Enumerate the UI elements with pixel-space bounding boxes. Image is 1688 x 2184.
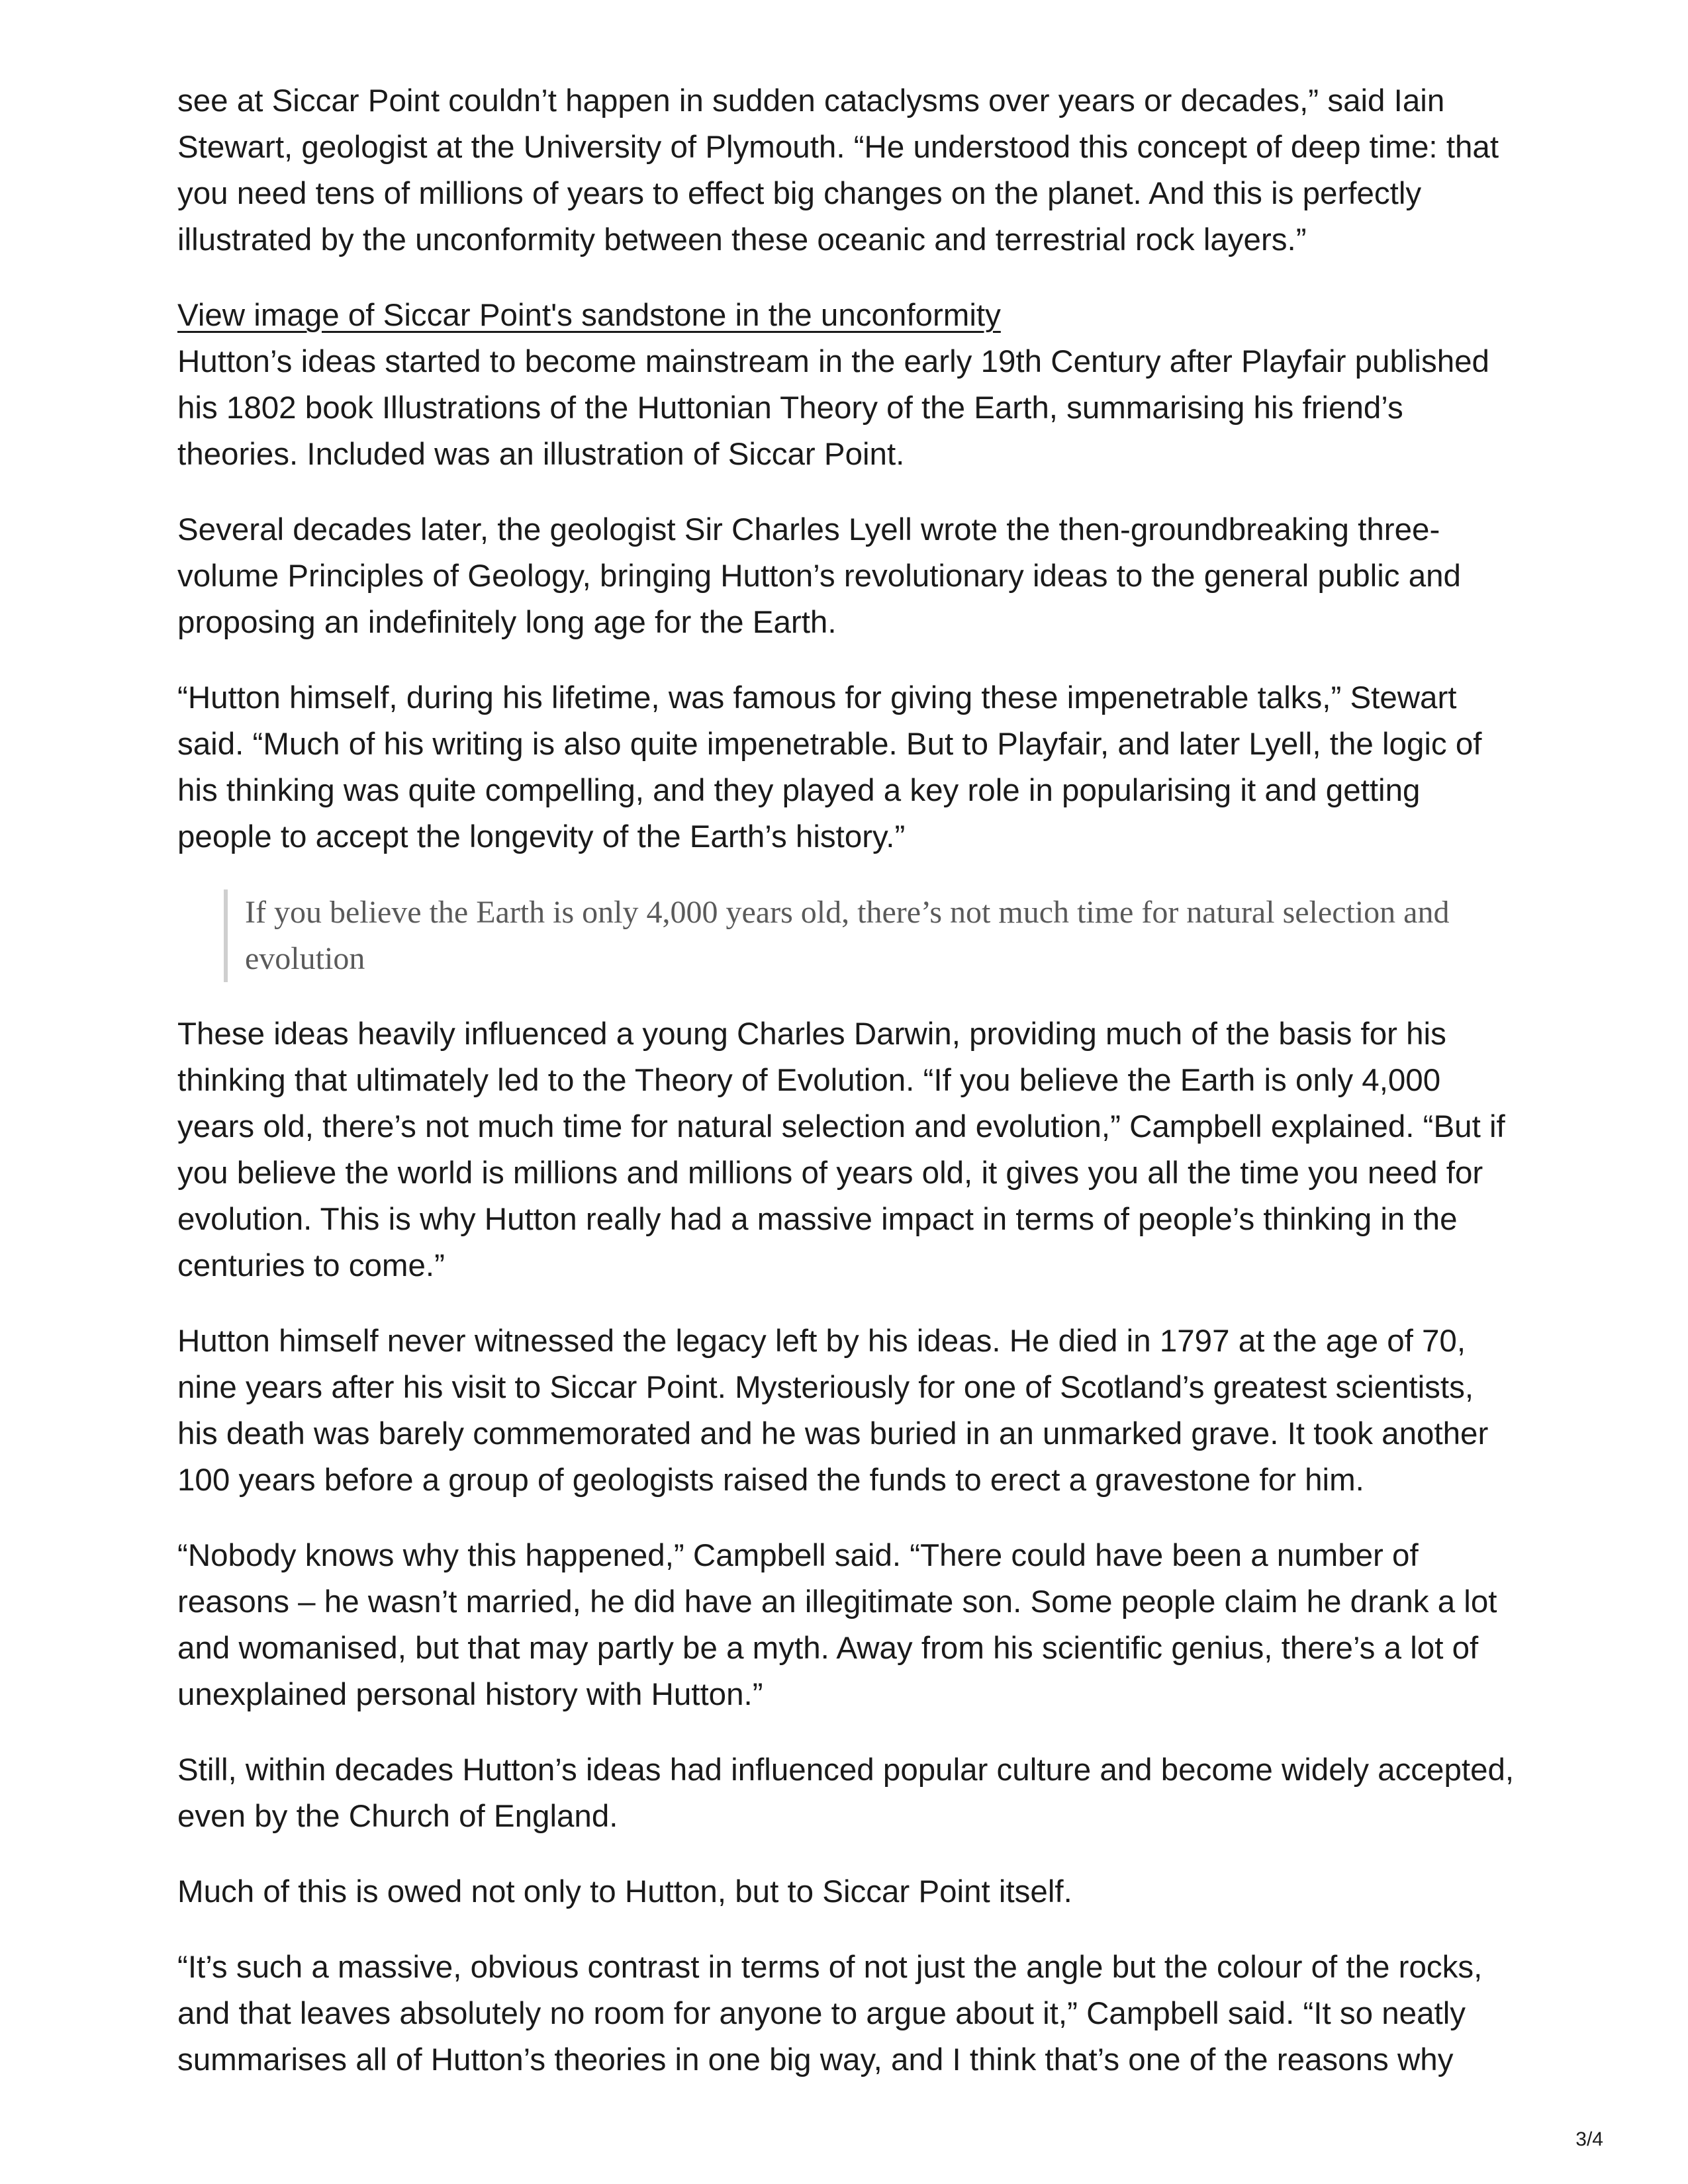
pull-quote: If you believe the Earth is only 4,000 years old, there’s not much time for natural selection and evolution bbox=[224, 889, 1521, 982]
paragraph-playfair: Hutton’s ideas started to become mainstream in the early 19th Century after Playfair published his 1802 book Illustrations of the Huttonian Theory of the Earth, summarising his friend’s theories. Included was an illustration of Siccar Point. bbox=[177, 344, 1489, 472]
paragraph-playfair-block bbox=[177, 293, 1521, 478]
paragraph-darwin: These ideas heavily influenced a young Charles Darwin, providing much of the basis for his thinking that ultimately led to the Theory of Evolution. “If you believe the Earth is only 4,000 years old, there’s not much time for natural selection and evolution,” Campbell explained. “But if you believe the world is millions and millions of years old, it gives you all the time you need for evolution. This is why Hutton really had a massive impact in terms of people’s thinking in the centuries to come.” bbox=[177, 1017, 1505, 1283]
paragraph-death: Hutton himself never witnessed the legacy left by his ideas. He died in 1797 at the age of 70, nine years after his visit to Siccar Point. Mysteriously for one of Scotland’s greatest scientists, his death was barely commemorated and he was buried in an unmarked grave. It took another 100 years before a group of geologists raised the funds to erect a gravestone for him. bbox=[177, 1324, 1489, 1498]
page-number: 3/4 bbox=[1575, 2128, 1603, 2150]
paragraph-still: Still, within decades Hutton’s ideas had influenced popular culture and become widely accepted, even by the Church of England. bbox=[177, 1752, 1515, 1834]
paragraph-intro: see at Siccar Point couldn’t happen in sudden cataclysms over years or decades,” said Iain Stewart, geologist at the University of Plymouth. “He understood this concept of deep time: that you need tens of millions of years to effect big changes on the planet. And this is perfectly illustrated by the unconformity between these oceanic and terrestrial rock layers.” bbox=[177, 83, 1499, 257]
article-body bbox=[177, 78, 1521, 2113]
paragraph-owed: Much of this is owed not only to Hutton, but to Siccar Point itself. bbox=[177, 1874, 1072, 1909]
paragraph-lyell: Several decades later, the geologist Sir Charles Lyell wrote the then-groundbreaking three-volume Principles of Geology, bringing Hutton’s revolutionary ideas to the general public and proposing an indefinitely long age for the Earth. bbox=[177, 512, 1461, 640]
paragraph-talks: “Hutton himself, during his lifetime, was famous for giving these impenetrable talks,” Stewart said. “Much of his writing is also quite impenetrable. But to Playfair, and later Lyell, the logic of his thinking was quite compelling, and they played a key role in popularising it and getting people to accept the longevity of the Earth’s history.” bbox=[177, 680, 1482, 854]
paragraph-contrast: “It’s such a massive, obvious contrast in terms of not just the angle but the colour of the rocks, and that leaves absolutely no room for anyone to argue about it,” Campbell said. “It so neatly summarises all of Hutton’s theories in one big way, and I think that’s one of the reasons why bbox=[177, 1950, 1483, 2077]
paragraph-nobody-knows: “Nobody knows why this happened,” Campbell said. “There could have been a number of reasons – he wasn’t married, he did have an illegitimate son. Some people claim he drank a lot and womanised, but that may partly be a myth. Away from his scientific genius, there’s a lot of unexplained personal history with Hutton.” bbox=[177, 1538, 1497, 1712]
view-image-link[interactable]: View image of Siccar Point's sandstone in the unconformity bbox=[177, 298, 1001, 333]
